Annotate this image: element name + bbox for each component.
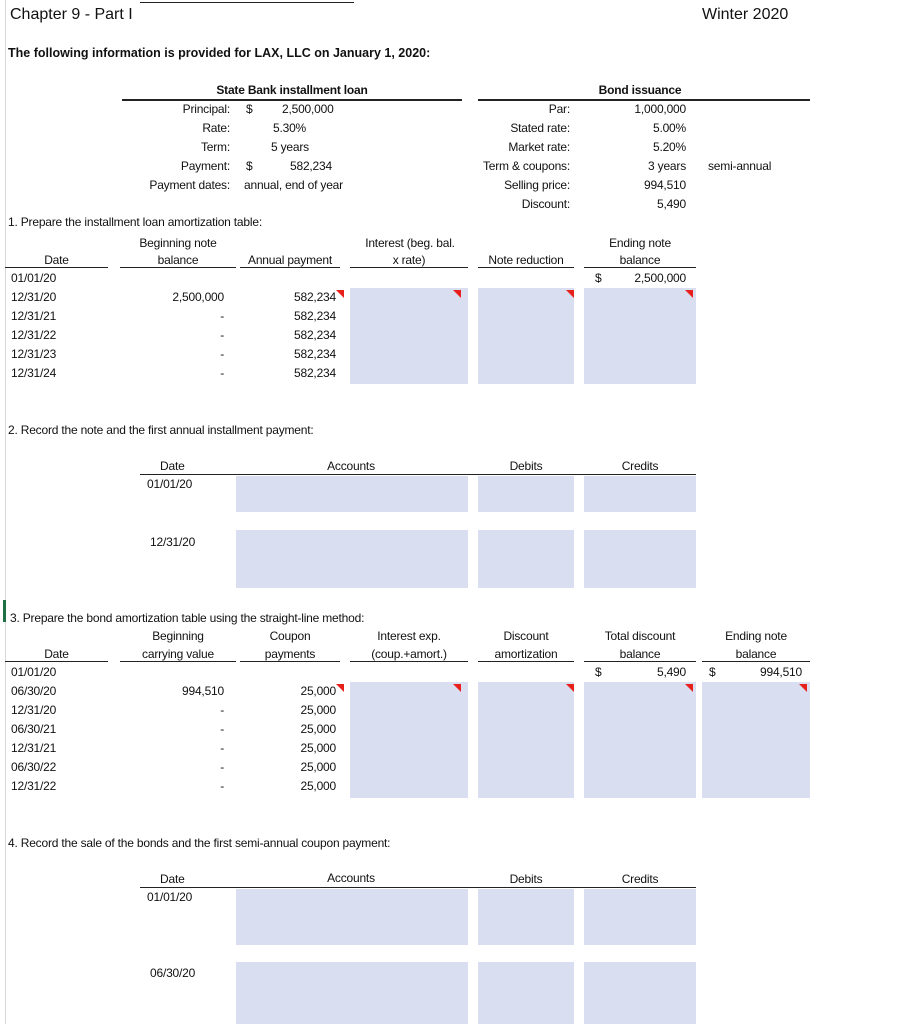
loan-title: State Bank installment loan [216, 83, 368, 97]
q3-header-beg-1: Beginning [152, 629, 204, 643]
top-rule [140, 2, 354, 3]
term-title: Winter 2020 [702, 6, 789, 23]
q3-end-value: 994,510 [760, 665, 802, 679]
q4-title: 4. Record the sale of the bonds and the first semi-annual coupon payment: [8, 836, 391, 850]
q4-date-2: 06/30/20 [150, 966, 196, 980]
q2-title: 2. Record the note and the first annual installment payment: [8, 423, 314, 437]
q1-header-beg-1: Beginning note [139, 236, 217, 250]
bond-discount-value: 5,490 [656, 197, 686, 211]
loan-term-value: 5 years [271, 140, 309, 154]
bond-price-label: Selling price: [504, 178, 570, 192]
q1-end-dollar: $ [595, 271, 602, 285]
q1-row-date: 12/31/23 [11, 347, 57, 361]
q1-row-beg: - [220, 347, 224, 361]
sheet-row-gutter [0, 0, 6, 1024]
loan-principal-value: 2,500,000 [282, 102, 334, 116]
q3-header-end-1: Ending note [725, 629, 787, 643]
comment-marker-icon [336, 290, 344, 298]
q3-row-coupon: 25,000 [300, 684, 336, 698]
q3-row-beg: - [220, 722, 224, 736]
q3-header-tot-1: Total discount [604, 629, 676, 643]
q4-header-debits: Debits [509, 872, 543, 886]
q3-row-date: 06/30/21 [11, 722, 57, 736]
active-cell-indicator [3, 600, 6, 622]
q1-interest-input[interactable] [350, 288, 468, 384]
loan-dates-label: Payment dates: [149, 178, 230, 192]
q3-tot-dollar: $ [595, 665, 602, 679]
q3-row-beg: - [220, 760, 224, 774]
q1-header-end-1: Ending note [609, 236, 671, 250]
bond-term-value: 3 years [648, 159, 686, 173]
bond-price-value: 994,510 [644, 178, 686, 192]
bond-term-note: semi-annual [708, 159, 772, 173]
q1-reduction-input[interactable] [478, 288, 574, 384]
q1-row-payment: 582,234 [294, 328, 336, 342]
loan-title-rule [122, 99, 462, 101]
q3-row-coupon: 25,000 [300, 760, 336, 774]
q4-date-1: 01/01/20 [147, 890, 193, 904]
q3-row-coupon: 25,000 [300, 779, 336, 793]
q4-header-rule [140, 887, 696, 888]
q3-header-tot-2: balance [584, 647, 696, 662]
chapter-title: Chapter 9 - Part I [10, 6, 133, 23]
q4-debits-input[interactable] [478, 962, 574, 1024]
q3-row-date: 06/30/22 [11, 760, 57, 774]
q3-header-disc-2: amortization [478, 647, 574, 662]
bond-stated-label: Stated rate: [510, 121, 570, 135]
q1-row-payment: 582,234 [294, 290, 336, 304]
q3-row-date: 12/31/22 [11, 779, 57, 793]
q2-accounts-input[interactable] [236, 530, 468, 588]
q2-accounts-input[interactable] [236, 476, 468, 512]
q3-row-beg: - [220, 703, 224, 717]
bond-market-label: Market rate: [508, 140, 570, 154]
q1-row-beg: 2,500,000 [172, 290, 224, 304]
bond-stated-value: 5.00% [652, 121, 686, 135]
loan-payment-label: Payment: [180, 159, 230, 173]
q3-header-int-1: Interest exp. [377, 629, 441, 643]
q3-interest-input[interactable] [350, 682, 468, 798]
comment-marker-icon [453, 684, 461, 692]
loan-payment-value: 582,234 [290, 159, 332, 173]
comment-marker-icon [685, 290, 693, 298]
q2-credits-input[interactable] [584, 476, 696, 512]
bond-title: Bond issuance [598, 83, 682, 97]
bond-title-rule [478, 99, 810, 101]
q2-date-2: 12/31/20 [150, 535, 196, 549]
q1-header-int-2: x rate) [350, 253, 468, 268]
q3-amortization-input[interactable] [478, 682, 574, 798]
q1-header-date: Date [5, 253, 108, 268]
comment-marker-icon [685, 684, 693, 692]
q3-header-end-2: balance [702, 647, 810, 662]
q2-credits-input[interactable] [584, 530, 696, 588]
q3-row-date: 01/01/20 [11, 665, 57, 679]
q4-header-credits: Credits [621, 872, 659, 886]
q2-debits-input[interactable] [478, 476, 574, 512]
q3-row-date: 06/30/20 [11, 684, 57, 698]
q4-accounts-input[interactable] [236, 962, 468, 1024]
comment-marker-icon [799, 684, 807, 692]
q1-header-reduction: Note reduction [478, 253, 574, 268]
q3-row-coupon: 25,000 [300, 722, 336, 736]
loan-principal-label: Principal: [182, 102, 230, 116]
q1-header-beg-2: balance [120, 253, 236, 268]
q4-credits-input[interactable] [584, 962, 696, 1024]
q1-row-beg: - [220, 366, 224, 380]
q3-row-coupon: 25,000 [300, 703, 336, 717]
q1-end-value: 2,500,000 [634, 271, 686, 285]
q1-row-date: 12/31/20 [11, 290, 57, 304]
comment-marker-icon [566, 684, 574, 692]
q3-row-date: 12/31/21 [11, 741, 57, 755]
q1-header-payment: Annual payment [240, 253, 340, 268]
q3-row-beg: 994,510 [182, 684, 224, 698]
q4-credits-input[interactable] [584, 889, 696, 945]
bond-discount-label: Discount: [521, 197, 570, 211]
q3-tot-value: 5,490 [656, 665, 686, 679]
comment-marker-icon [566, 290, 574, 298]
intro-text: The following information is provided for LAX, LLC on January 1, 2020: [8, 46, 431, 60]
loan-rate-value: 5.30% [273, 121, 307, 135]
q2-header-rule [140, 474, 696, 475]
comment-marker-icon [336, 684, 344, 692]
loan-principal-dollar: $ [246, 102, 253, 116]
q4-accounts-input[interactable] [236, 889, 468, 945]
q2-header-date: Date [160, 459, 185, 473]
q3-row-coupon: 25,000 [300, 741, 336, 755]
q1-row-date: 12/31/24 [11, 366, 57, 380]
q3-header-coup-1: Coupon [269, 629, 311, 643]
q1-row-beg: - [220, 328, 224, 342]
q2-header-accounts: Accounts [327, 459, 375, 473]
q3-total-discount-input[interactable] [584, 682, 696, 798]
q3-row-date: 12/31/20 [11, 703, 57, 717]
bond-par-value: 1,000,000 [634, 102, 686, 116]
q3-header-int-2: (coup.+amort.) [350, 647, 468, 662]
q3-header-date: Date [5, 647, 108, 662]
q3-header-disc-1: Discount [503, 629, 549, 643]
bond-par-label: Par: [548, 102, 570, 116]
q1-row-payment: 582,234 [294, 366, 336, 380]
q3-header-beg-2: carrying value [120, 647, 236, 662]
q1-row-date: 01/01/20 [11, 271, 57, 285]
q1-row-date: 12/31/21 [11, 309, 57, 323]
q3-header-coup-2: payments [240, 647, 340, 662]
q3-ending-input[interactable] [702, 682, 810, 798]
q4-header-accounts: Accounts [327, 871, 375, 885]
loan-payment-dollar: $ [246, 159, 253, 173]
q1-header-int-1: Interest (beg. bal. [365, 236, 455, 250]
q2-date-1: 01/01/20 [147, 477, 193, 491]
q1-header-end-2: balance [584, 253, 696, 268]
q2-debits-input[interactable] [478, 530, 574, 588]
loan-term-label: Term: [200, 140, 230, 154]
q1-row-beg: - [220, 309, 224, 323]
bond-market-value: 5.20% [652, 140, 686, 154]
q3-row-beg: - [220, 779, 224, 793]
comment-marker-icon [453, 290, 461, 298]
q4-header-date: Date [160, 872, 185, 886]
q1-row-date: 12/31/22 [11, 328, 57, 342]
q2-header-credits: Credits [621, 459, 659, 473]
q4-debits-input[interactable] [478, 889, 574, 945]
q2-header-debits: Debits [509, 459, 543, 473]
q1-ending-input[interactable] [584, 288, 696, 384]
q1-row-payment: 582,234 [294, 347, 336, 361]
bond-term-label: Term & coupons: [482, 159, 570, 173]
loan-rate-label: Rate: [202, 121, 230, 135]
loan-dates-value: annual, end of year [244, 178, 343, 192]
q1-title: 1. Prepare the installment loan amortization table: [8, 215, 262, 229]
q3-row-beg: - [220, 741, 224, 755]
q1-row-payment: 582,234 [294, 309, 336, 323]
q3-end-dollar: $ [709, 665, 716, 679]
q3-title: 3. Prepare the bond amortization table using the straight-line method: [10, 611, 365, 625]
